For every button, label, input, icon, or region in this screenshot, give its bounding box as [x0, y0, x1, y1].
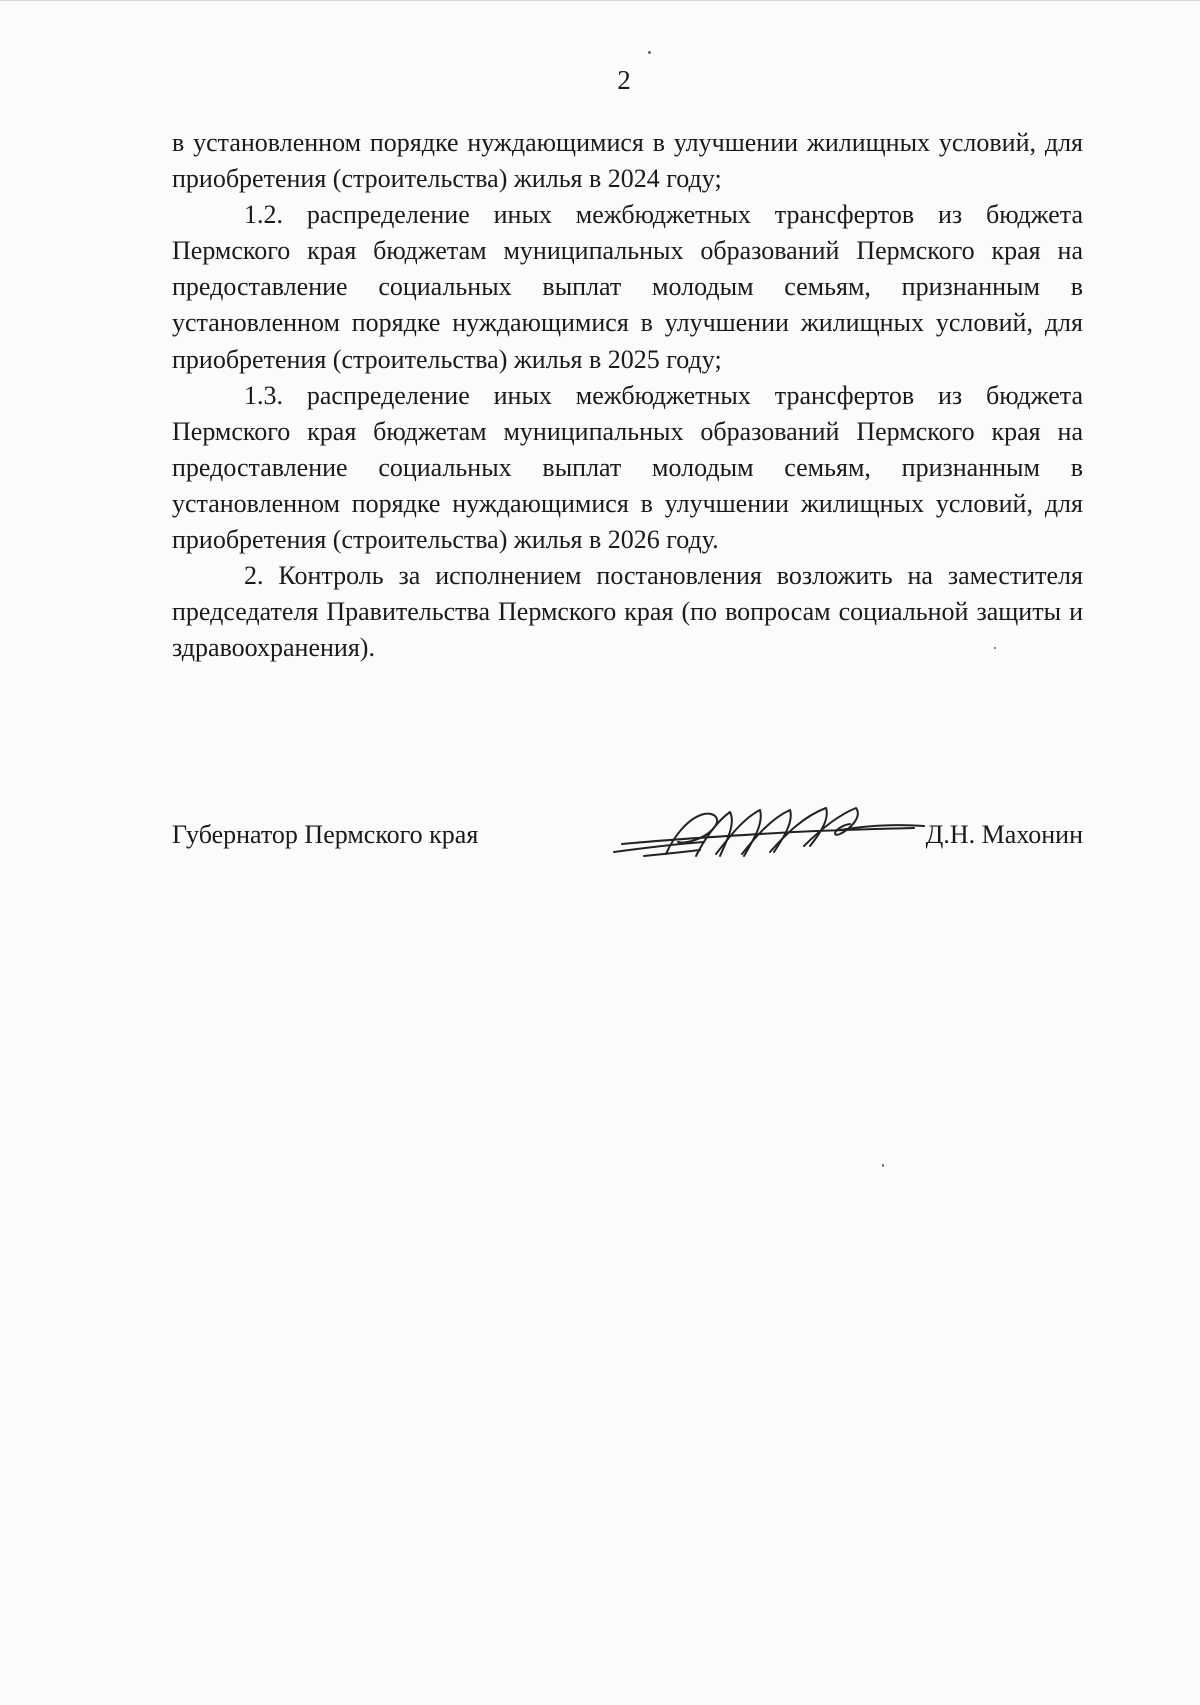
body-text [172, 125, 1083, 666]
signature-block [172, 816, 1083, 866]
scan-speck [882, 1164, 884, 1167]
signatory-position: Губернатор Пермского края [172, 820, 479, 849]
signatory-name: Д.Н. Махонин [925, 820, 1083, 849]
scan-speck [648, 51, 651, 54]
page-number: 2 [617, 65, 631, 95]
paragraph-item-1-2: 1.2. распределение иных межбюджетных трансфертов из бюджета Пермского края бюджетам муниципальных образований Пермского края на предоставление социальных выплат молодым семьям, признанным в установленном порядке нуждающимися в улучшении жилищных условий, для приобретения (строительства) жилья в 2025 году; [172, 200, 1083, 374]
paragraph-item-2: 2. Контроль за исполнением постановления возложить на заместителя председателя Правительства Пермского края (по вопросам социальной защиты и здравоохранения). [172, 561, 1083, 663]
paragraph-item-1-3: 1.3. распределение иных межбюджетных трансфертов из бюджета Пермского края бюджетам муниципальных образований Пермского края на предоставление социальных выплат молодым семьям, признанным в установленном порядке нуждающимися в улучшении жилищных условий, для приобретения (строительства) жилья в 2026 году. [172, 380, 1083, 555]
paragraph-continuation: в установленном порядке нуждающимися в улучшении жилищных условий, для приобретения (строительства) жилья в 2024 году; [172, 128, 1083, 194]
